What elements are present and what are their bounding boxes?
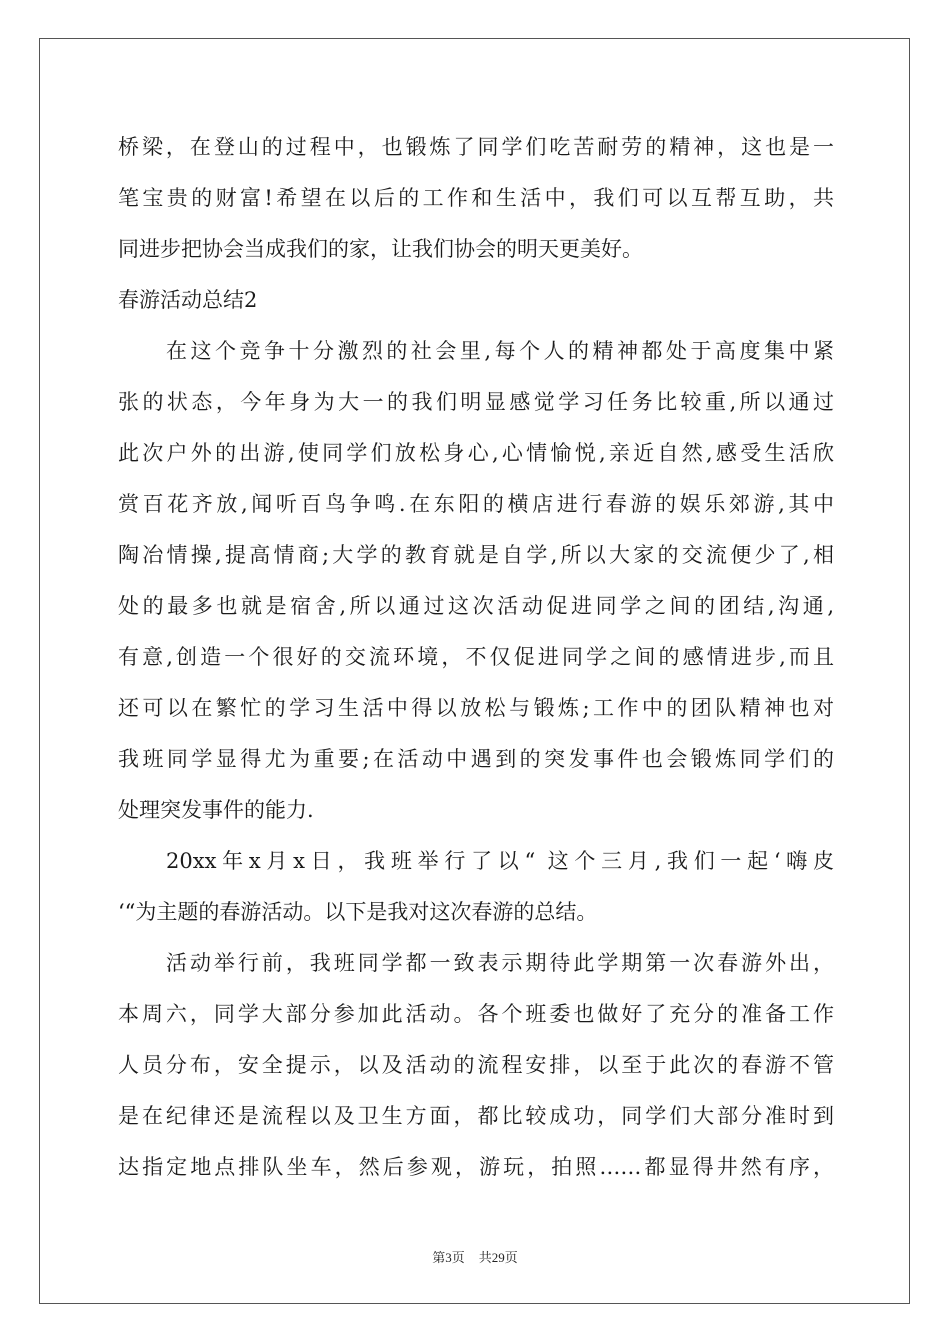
text-line: 同进步把协会当成我们的家，让我们协会的明天更美好。 <box>118 237 643 261</box>
text-line: 处理突发事件的能力. <box>118 798 314 822</box>
text-line: 桥梁，在登山的过程中，也锻炼了同学们吃苦耐劳的精神，这也是一 <box>118 135 834 159</box>
page-number: 第3页 <box>432 1250 465 1265</box>
text-line: 此次户外的出游,使同学们放松身心,心情愉悦,亲近自然,感受生活欣 <box>118 441 834 465</box>
text-line: 在这个竞争十分激烈的社会里,每个人的精神都处于高度集中紧 <box>166 339 834 363</box>
page-footer <box>0 1247 950 1266</box>
text-line: 本周六，同学大部分参加此活动。各个班委也做好了充分的准备工作 <box>118 1002 834 1026</box>
text-line: 20xx年x月x日，我班举行了以“ 这个三月,我们一起‘嗨皮 <box>166 849 834 873</box>
text-line: 赏百花齐放,闻听百鸟争鸣.在东阳的横店进行春游的娱乐郊游,其中 <box>118 492 834 516</box>
text-line: 活动举行前，我班同学都一致表示期待此学期第一次春游外出， <box>166 951 834 975</box>
document-body <box>118 122 834 1193</box>
text-line: 有意,创造一个很好的交流环境，不仅促进同学之间的感情进步,而且 <box>118 645 834 669</box>
text-line: 人员分布，安全提示，以及活动的流程安排，以至于此次的春游不管 <box>118 1053 834 1077</box>
text-line: 还可以在繁忙的学习生活中得以放松与锻炼;工作中的团队精神也对 <box>118 696 834 720</box>
text-line: 达指定地点排队坐车，然后参观，游玩，拍照……都显得井然有序， <box>118 1155 834 1179</box>
text-line: 是在纪律还是流程以及卫生方面，都比较成功，同学们大部分准时到 <box>118 1104 834 1128</box>
text-line: 陶冶情操,提高情商;大学的教育就是自学,所以大家的交流便少了,相 <box>118 543 834 567</box>
text-line: 张的状态，今年身为大一的我们明显感觉学习任务比较重,所以通过 <box>118 390 834 414</box>
total-pages: 共29页 <box>478 1250 518 1265</box>
text-line: 笔宝贵的财富!希望在以后的工作和生活中，我们可以互帮互助，共 <box>118 186 834 210</box>
text-line: 我班同学显得尤为重要;在活动中遇到的突发事件也会锻炼同学们的 <box>118 747 834 771</box>
text-line: 处的最多也就是宿舍,所以通过这次活动促进同学之间的团结,沟通, <box>118 594 834 618</box>
section-heading: 春游活动总结2 <box>118 288 258 312</box>
text-line: ‘“为主题的春游活动。以下是我对这次春游的总结。 <box>118 900 598 924</box>
